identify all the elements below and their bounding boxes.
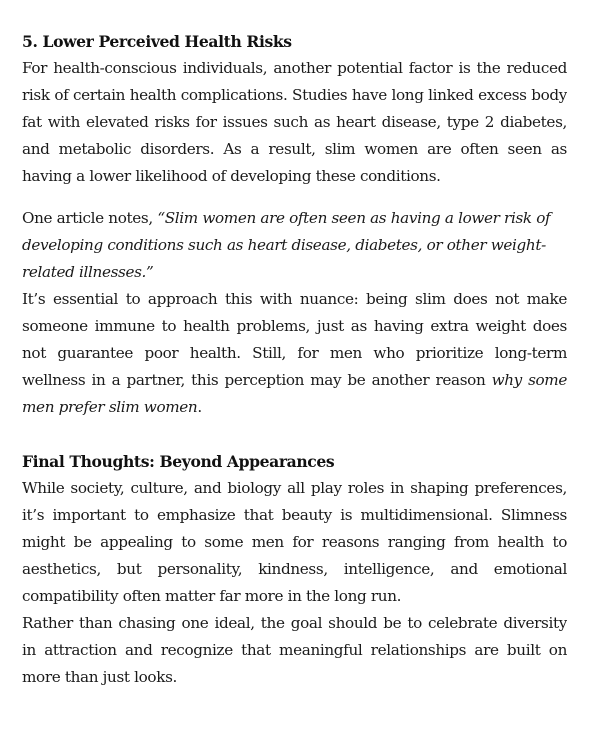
- nuance-paragraph: [22, 286, 567, 421]
- spacer: [22, 190, 567, 205]
- section-heading-health-risks: 5. Lower Perceived Health Risks: [22, 32, 292, 51]
- quote-text-line-3: related illnesses.”: [22, 263, 154, 281]
- spacer: [22, 421, 567, 448]
- health-risks-paragraph: For health-conscious individuals, another potential factor is the reduced risk of certain health complications. Studies have long linked excess body fat with elevated risks for issues such as heart disease, type 2 diabetes, and metabolic disorders. As a result, slim women are often seen as having a lower likelihood of developing these conditions.: [22, 59, 567, 185]
- final-paragraph-1: While society, culture, and biology all play roles in shaping preferences, it’s important to emphasize that beauty is multidimensional. Slimness might be appealing to some men for reasons ranging from health to aesthetics, but personality, kindness, intelligence, and emotional compatibility often matter far more in the long run.: [22, 479, 567, 605]
- article-body: [22, 28, 567, 691]
- nuance-end: .: [197, 398, 202, 416]
- quote-first-line: [22, 205, 567, 232]
- quote-text-line-2: developing conditions such as heart disease, diabetes, or other weight-: [22, 236, 546, 254]
- quote-paragraph: [22, 205, 567, 286]
- section-heading-final-thoughts: Final Thoughts: Beyond Appearances: [22, 452, 335, 471]
- nuance-text: It’s essential to approach this with nuance: being slim does not make someone immune to health problems, just as having extra weight does not guarantee poor health. Still, for men who prioritize long-term wellness in a partner, this perception may be another reason: [22, 290, 567, 389]
- nuance-emphasis: why some men prefer slim women: [22, 371, 567, 416]
- quote-text-line-1: “Slim women are often seen as having a lower risk of: [157, 209, 551, 227]
- quote-lead: One article notes,: [22, 209, 158, 227]
- final-paragraph-2: Rather than chasing one ideal, the goal should be to celebrate diversity in attraction and recognize that meaningful relationships are built on more than just looks.: [22, 614, 567, 686]
